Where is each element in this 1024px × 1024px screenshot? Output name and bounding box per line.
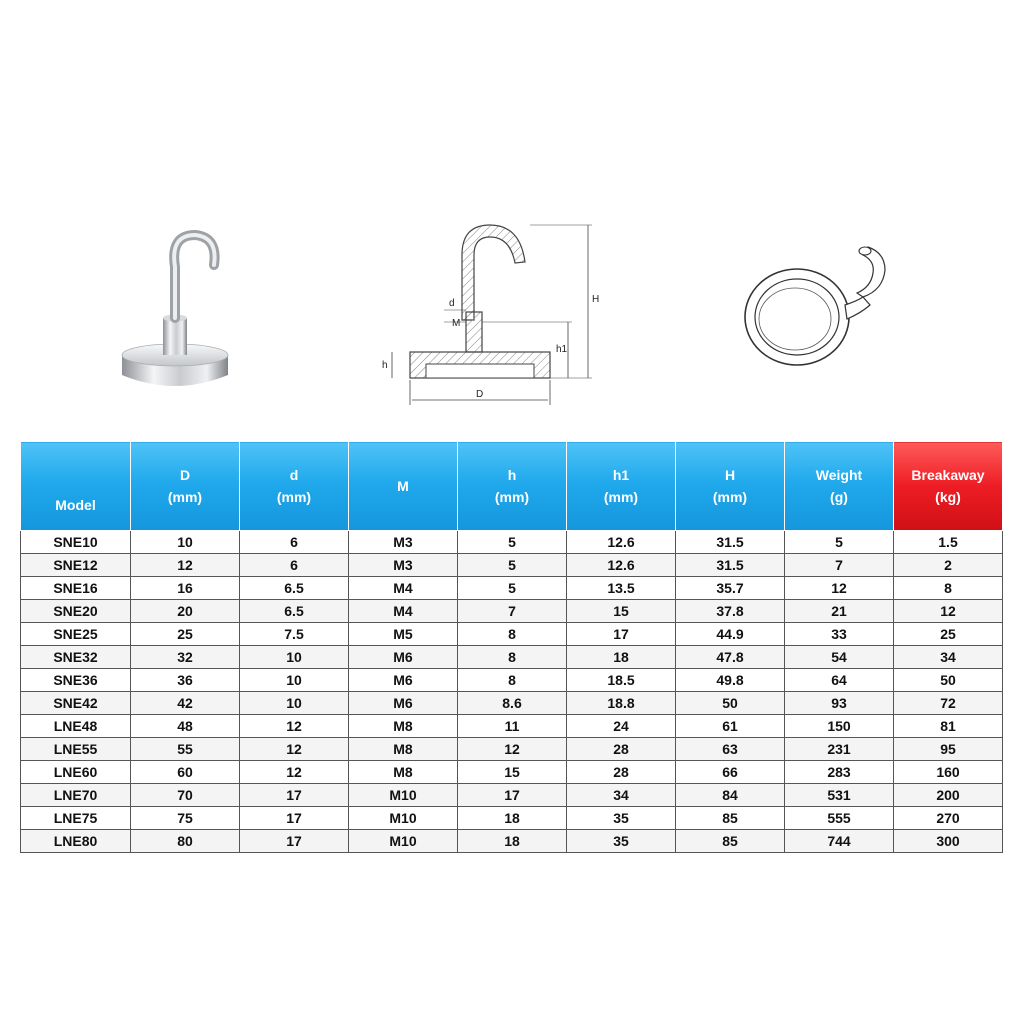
cell-h1: 28 (567, 738, 676, 761)
cell-h: 8.6 (458, 692, 567, 715)
cell-breakaway: 1.5 (894, 531, 1003, 554)
cell-breakaway: 160 (894, 761, 1003, 784)
label-H: H (592, 294, 600, 305)
cell-H: 85 (676, 807, 785, 830)
specification-table (20, 441, 1003, 853)
cell-model: SNE36 (21, 669, 131, 692)
header-d: d (mm) (240, 442, 349, 531)
cell-H: 84 (676, 784, 785, 807)
cell-model: LNE55 (21, 738, 131, 761)
cell-H: 47.8 (676, 646, 785, 669)
cell-breakaway: 2 (894, 554, 1003, 577)
cell-model: SNE16 (21, 577, 131, 600)
cell-weight: 93 (785, 692, 894, 715)
cell-h1: 17 (567, 623, 676, 646)
table-row (21, 715, 1003, 738)
table-row (21, 554, 1003, 577)
cell-h: 8 (458, 646, 567, 669)
cell-d: 6 (240, 554, 349, 577)
dimension-diagram (370, 210, 610, 410)
cell-d: 17 (240, 784, 349, 807)
cell-h: 15 (458, 761, 567, 784)
cell-model: LNE48 (21, 715, 131, 738)
cell-h1: 18.8 (567, 692, 676, 715)
cell-h: 7 (458, 600, 567, 623)
cell-M: M3 (349, 554, 458, 577)
cell-H: 61 (676, 715, 785, 738)
table-row (21, 830, 1003, 853)
label-d: d (449, 298, 455, 309)
product-photo (110, 215, 240, 400)
header-weight: Weight (g) (785, 442, 894, 531)
cell-model: LNE70 (21, 784, 131, 807)
cell-D: 55 (131, 738, 240, 761)
cell-model: LNE60 (21, 761, 131, 784)
cell-d: 17 (240, 830, 349, 853)
header-model: Model (21, 442, 131, 531)
table-row (21, 738, 1003, 761)
cell-H: 31.5 (676, 531, 785, 554)
cell-d: 10 (240, 669, 349, 692)
cell-breakaway: 50 (894, 669, 1003, 692)
cell-model: SNE10 (21, 531, 131, 554)
cell-D: 42 (131, 692, 240, 715)
cell-D: 12 (131, 554, 240, 577)
cell-h: 12 (458, 738, 567, 761)
cell-model: LNE75 (21, 807, 131, 830)
cell-d: 6 (240, 531, 349, 554)
cell-weight: 744 (785, 830, 894, 853)
cell-model: SNE12 (21, 554, 131, 577)
cell-H: 85 (676, 830, 785, 853)
cell-d: 6.5 (240, 577, 349, 600)
cell-h1: 12.6 (567, 531, 676, 554)
cell-d: 12 (240, 761, 349, 784)
cell-H: 63 (676, 738, 785, 761)
table-row (21, 669, 1003, 692)
header-h1: h1 (mm) (567, 442, 676, 531)
cell-weight: 7 (785, 554, 894, 577)
table-row (21, 761, 1003, 784)
cell-d: 10 (240, 692, 349, 715)
cell-h1: 18 (567, 646, 676, 669)
cell-M: M4 (349, 577, 458, 600)
cell-H: 35.7 (676, 577, 785, 600)
header-M: M (349, 442, 458, 531)
cell-h: 18 (458, 830, 567, 853)
cell-d: 12 (240, 738, 349, 761)
cell-h: 18 (458, 807, 567, 830)
cell-model: SNE32 (21, 646, 131, 669)
cell-d: 12 (240, 715, 349, 738)
cell-H: 50 (676, 692, 785, 715)
cell-h1: 28 (567, 761, 676, 784)
cell-D: 25 (131, 623, 240, 646)
cell-breakaway: 34 (894, 646, 1003, 669)
cell-h: 8 (458, 623, 567, 646)
cell-M: M8 (349, 715, 458, 738)
cell-weight: 150 (785, 715, 894, 738)
cell-d: 10 (240, 646, 349, 669)
cell-h: 11 (458, 715, 567, 738)
cell-h1: 13.5 (567, 577, 676, 600)
cell-D: 75 (131, 807, 240, 830)
cell-h1: 35 (567, 830, 676, 853)
cell-D: 20 (131, 600, 240, 623)
label-M: M (452, 318, 461, 329)
cell-weight: 5 (785, 531, 894, 554)
cell-model: SNE20 (21, 600, 131, 623)
table-row (21, 600, 1003, 623)
cell-h: 17 (458, 784, 567, 807)
cell-M: M8 (349, 761, 458, 784)
table-row (21, 577, 1003, 600)
cell-M: M3 (349, 531, 458, 554)
cell-D: 70 (131, 784, 240, 807)
cell-D: 32 (131, 646, 240, 669)
label-h: h (382, 360, 388, 371)
cell-weight: 283 (785, 761, 894, 784)
cell-breakaway: 95 (894, 738, 1003, 761)
cell-breakaway: 300 (894, 830, 1003, 853)
table-row (21, 807, 1003, 830)
cell-weight: 231 (785, 738, 894, 761)
cell-breakaway: 200 (894, 784, 1003, 807)
cell-h: 8 (458, 669, 567, 692)
cell-d: 7.5 (240, 623, 349, 646)
cell-M: M6 (349, 646, 458, 669)
cell-breakaway: 25 (894, 623, 1003, 646)
table-header-row (21, 442, 1003, 531)
cell-weight: 555 (785, 807, 894, 830)
cell-M: M10 (349, 830, 458, 853)
cell-M: M4 (349, 600, 458, 623)
cell-D: 80 (131, 830, 240, 853)
cell-h1: 35 (567, 807, 676, 830)
table-row (21, 623, 1003, 646)
cell-model: SNE42 (21, 692, 131, 715)
cell-breakaway: 270 (894, 807, 1003, 830)
cell-H: 44.9 (676, 623, 785, 646)
table-row (21, 692, 1003, 715)
cell-breakaway: 72 (894, 692, 1003, 715)
cell-weight: 33 (785, 623, 894, 646)
cell-model: SNE25 (21, 623, 131, 646)
cell-M: M10 (349, 807, 458, 830)
cell-breakaway: 8 (894, 577, 1003, 600)
cell-M: M10 (349, 784, 458, 807)
cell-breakaway: 81 (894, 715, 1003, 738)
cell-M: M6 (349, 692, 458, 715)
cell-model: LNE80 (21, 830, 131, 853)
cell-h: 5 (458, 577, 567, 600)
cell-h1: 12.6 (567, 554, 676, 577)
cell-h: 5 (458, 531, 567, 554)
cell-weight: 531 (785, 784, 894, 807)
cell-M: M8 (349, 738, 458, 761)
cell-weight: 12 (785, 577, 894, 600)
cell-D: 16 (131, 577, 240, 600)
cell-D: 10 (131, 531, 240, 554)
cell-d: 6.5 (240, 600, 349, 623)
label-D: D (476, 389, 484, 400)
header-H: H (mm) (676, 442, 785, 531)
header-D: D (mm) (131, 442, 240, 531)
magnet-line-drawing (735, 235, 910, 385)
cell-h: 5 (458, 554, 567, 577)
cell-H: 31.5 (676, 554, 785, 577)
header-breakaway: Breakaway (kg) (894, 442, 1003, 531)
cell-D: 60 (131, 761, 240, 784)
cell-h1: 15 (567, 600, 676, 623)
cell-H: 49.8 (676, 669, 785, 692)
cell-D: 36 (131, 669, 240, 692)
table-row (21, 531, 1003, 554)
cell-h1: 24 (567, 715, 676, 738)
table-body (21, 531, 1003, 853)
table-row (21, 784, 1003, 807)
cell-weight: 21 (785, 600, 894, 623)
label-h1: h1 (556, 344, 568, 355)
cell-h1: 18.5 (567, 669, 676, 692)
cell-weight: 54 (785, 646, 894, 669)
cell-H: 37.8 (676, 600, 785, 623)
cell-M: M5 (349, 623, 458, 646)
table-row (21, 646, 1003, 669)
cell-M: M6 (349, 669, 458, 692)
cell-H: 66 (676, 761, 785, 784)
cell-weight: 64 (785, 669, 894, 692)
cell-breakaway: 12 (894, 600, 1003, 623)
cell-d: 17 (240, 807, 349, 830)
cell-h1: 34 (567, 784, 676, 807)
cell-D: 48 (131, 715, 240, 738)
header-h: h (mm) (458, 442, 567, 531)
